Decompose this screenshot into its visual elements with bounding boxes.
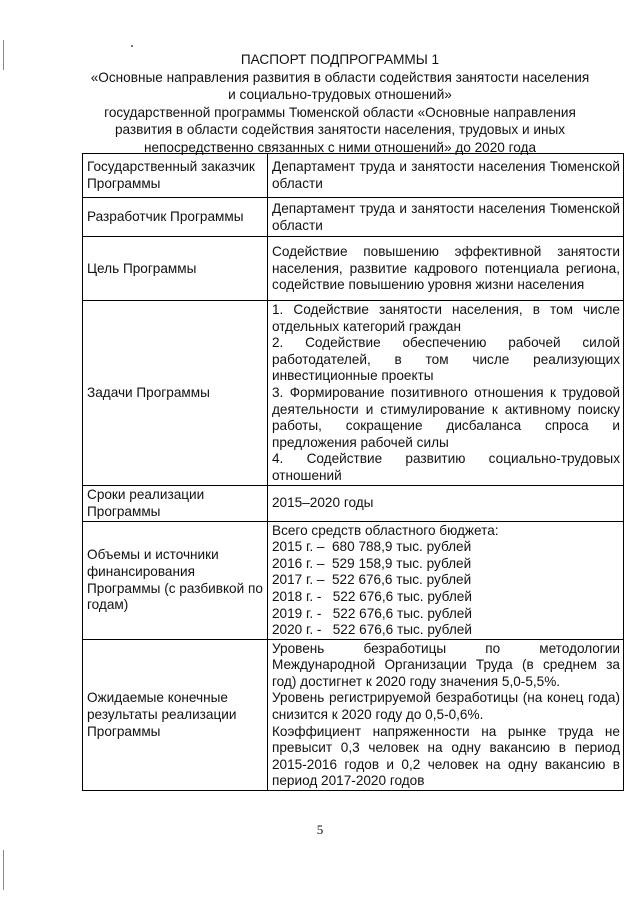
list-item: 3. Формирование позитивного отношения к трудовой деятельности и стимулирование к активному поиску работы, сокращение дисбаланса спроса и предложения рабочей силы — [272, 384, 620, 450]
row-value-financing — [268, 521, 624, 639]
table-row — [83, 301, 624, 486]
row-label-period: Сроки реализации Программы — [83, 485, 268, 521]
financing-year: 2015 г. – 680 788,9 тыс. рублей — [272, 539, 472, 555]
program-name-line: государственной программы Тюменской области «Основные направления — [104, 104, 576, 120]
list-item: Коэффициент напряженности на рынке труда не превысит 0,3 человек на одну вакансию в период 2015-2016 годов и 0,2 человек на одну вакансию в период 2017-2020 годов — [272, 723, 620, 789]
list-item: Уровень регистрируемой безработицы (на конец года) снизится к 2020 году до 0,5-0,6%. — [272, 690, 620, 723]
list-item: 1. Содействие занятости населения, в том числе отдельных категорий граждан — [272, 302, 620, 334]
list-item: Уровень безработицы по методологии Международной Организации Труда (в среднем за год) достигнет к 2020 году значения 5,0-5,5%. — [272, 640, 620, 689]
row-value-goal: Содействие повышению эффективной занятости населения, развитие кадрового потенциала региона, содействие повышению уровня жизни населения — [268, 237, 624, 301]
passport-title: ПАСПОРТ ПОДПРОГРАММЫ 1 — [240, 52, 440, 67]
table-row — [83, 198, 624, 237]
subprogram-name-line: и социально-трудовых отношений» — [228, 87, 452, 102]
scan-speck — [131, 45, 133, 47]
page-number: 5 — [316, 822, 324, 837]
financing-year: 2017 г. – 522 676,6 тыс. рублей — [272, 572, 472, 588]
subprogram-name-line: «Основные направления развития в области содействия занятости населения — [90, 69, 590, 85]
passport-table — [82, 153, 624, 791]
row-label-tasks: Задачи Программы — [83, 301, 268, 486]
row-label-financing: Объемы и источники финансирования Программы (с разбивкой по годам) — [83, 521, 268, 639]
table-row — [83, 521, 624, 639]
row-label-results: Ожидаемые конечные результаты реализации Программы — [83, 639, 268, 790]
table-row — [83, 237, 624, 301]
financing-year: 2016 г. – 529 158,9 тыс. рублей — [272, 555, 472, 571]
program-name-line: развития в области содействия занятости населения, трудовых и иных — [114, 122, 566, 137]
row-value-developer: Департамент труда и занятости населения Тюменской области — [268, 198, 624, 237]
row-label-developer: Разработчик Программы — [83, 198, 268, 237]
document-header — [60, 51, 620, 156]
row-label-goal: Цель Программы — [83, 237, 268, 301]
program-name-line: непосредственно связанных с ними отношений» до 2020 года — [143, 139, 537, 155]
scan-edge-mark — [3, 850, 4, 890]
financing-intro: Всего средств областного бюджета: — [272, 522, 499, 538]
row-value-period: 2015–2020 годы — [268, 485, 624, 521]
row-value-tasks — [268, 301, 624, 486]
table-row — [83, 485, 624, 521]
scan-edge-mark — [3, 40, 4, 70]
table-row — [83, 154, 624, 198]
list-item: 2. Содействие обеспечению рабочей силой работодателей, в том числе реализующих инвестиционные проекты — [272, 335, 620, 384]
financing-year: 2020 г. - 522 676,6 тыс. рублей — [272, 622, 472, 638]
row-value-results — [268, 639, 624, 790]
financing-year: 2019 г. - 522 676,6 тыс. рублей — [272, 605, 472, 621]
list-item: 4. Содействие развитию социально-трудовых отношений — [272, 451, 620, 483]
row-label-customer: Государственный заказчик Программы — [83, 154, 268, 198]
table-row — [83, 639, 624, 790]
financing-year: 2018 г. - 522 676,6 тыс. рублей — [272, 588, 472, 604]
row-value-customer: Департамент труда и занятости населения Тюменской области — [268, 154, 624, 198]
